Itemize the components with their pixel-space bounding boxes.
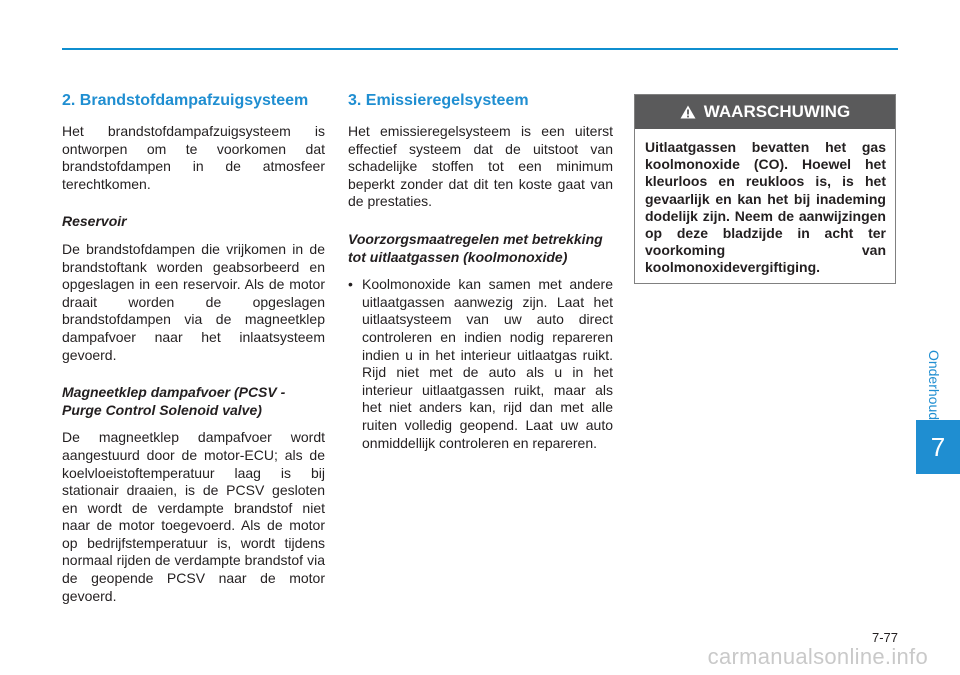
watermark: carmanualsonline.info (707, 644, 928, 669)
warning-header (635, 95, 895, 129)
precaution-heading: Voorzorgsmaatregelen met betrekking tot uitlaatgassen (koolmonoxide) (348, 230, 603, 265)
list-item (348, 276, 613, 452)
chapter-tab (916, 420, 960, 474)
warning-triangle-icon (680, 105, 696, 119)
bullet-marker: • (348, 276, 353, 293)
warning-box (634, 94, 896, 284)
left-column (62, 91, 325, 625)
reservoir-heading: Reservoir (62, 213, 127, 230)
page-number: 7-77 (871, 630, 898, 645)
chapter-number: 7 (930, 431, 946, 462)
warning-text: Uitlaatgassen bevatten het gas koolmonoxide (CO). Hoewel het kleurloos en reukloos is, is het gevaarlijk en kan het bij inademing dodelijk zijn. Neem de aanwijzingen op deze bladzijde in acht ter voorkoming van koolmonoxidevergiftiging. (645, 139, 886, 276)
top-divider (62, 48, 898, 50)
section-side-label (919, 345, 949, 425)
list-item-text: Koolmonoxide kan samen met andere uitlaatgassen aanwezig zijn. Laat het uitlaatsysteem van uw auto direct controleren en indien nodig repareren indien u in het interieur uitlaatgas ruikt. Rijd niet met de auto als u in het interieur uitlaatgassen ruikt, maar als het niet anders kan, rijd dan met alle ruiten volledig geopend. Laat uw auto onmiddellijk controleren en repareren. (362, 276, 613, 451)
section-3-heading: 3. Emissieregelsysteem (348, 92, 529, 109)
precaution-list (348, 276, 613, 452)
side-label-text: Onderhoud (926, 349, 942, 421)
reservoir-text: De brandstofdampen die vrijkomen in de brandstoftank worden geabsorbeerd en opgeslagen in een reservoir. Als de motor draait worden de opgeslagen brandstofdampen via de magneetklep dampafvoer naar het inlaatsysteem gevoerd. (62, 240, 325, 363)
warning-title: WAARSCHUWING (703, 102, 851, 121)
pcsv-heading: Magneetklep dampafvoer (PCSV - Purge Control Solenoid valve) (62, 384, 286, 418)
pcsv-text: De magneetklep dampafvoer wordt aangestuurd door de motor-ECU; als de koelvloeistoftemperatuur laag is bij stationair draaien, is de PCSV gesloten en wordt de verdampte brandstof niet naar de motor toegevoerd. Als de motor op bedrijfstemperatuur is, wordt tijdens normaal rijden de verdampte brandstof via de geopende PCSV naar de motor gevoerd. (62, 429, 325, 604)
section-3-intro: Het emissieregelsysteem is een uiterst effectief systeem dat de uitstoot van schadelijke stoffen tot een minimum beperkt zonder dat dit ten koste gaat van de prestaties. (348, 123, 613, 210)
middle-column (348, 91, 613, 452)
section-2-intro: Het brandstofdampafzuigsysteem is ontworpen om te voorkomen dat brandstofdampen in de atmosfeer terechtkomen. (62, 123, 325, 192)
section-2-heading: 2. Brandstofdampafzuigsysteem (62, 92, 309, 109)
